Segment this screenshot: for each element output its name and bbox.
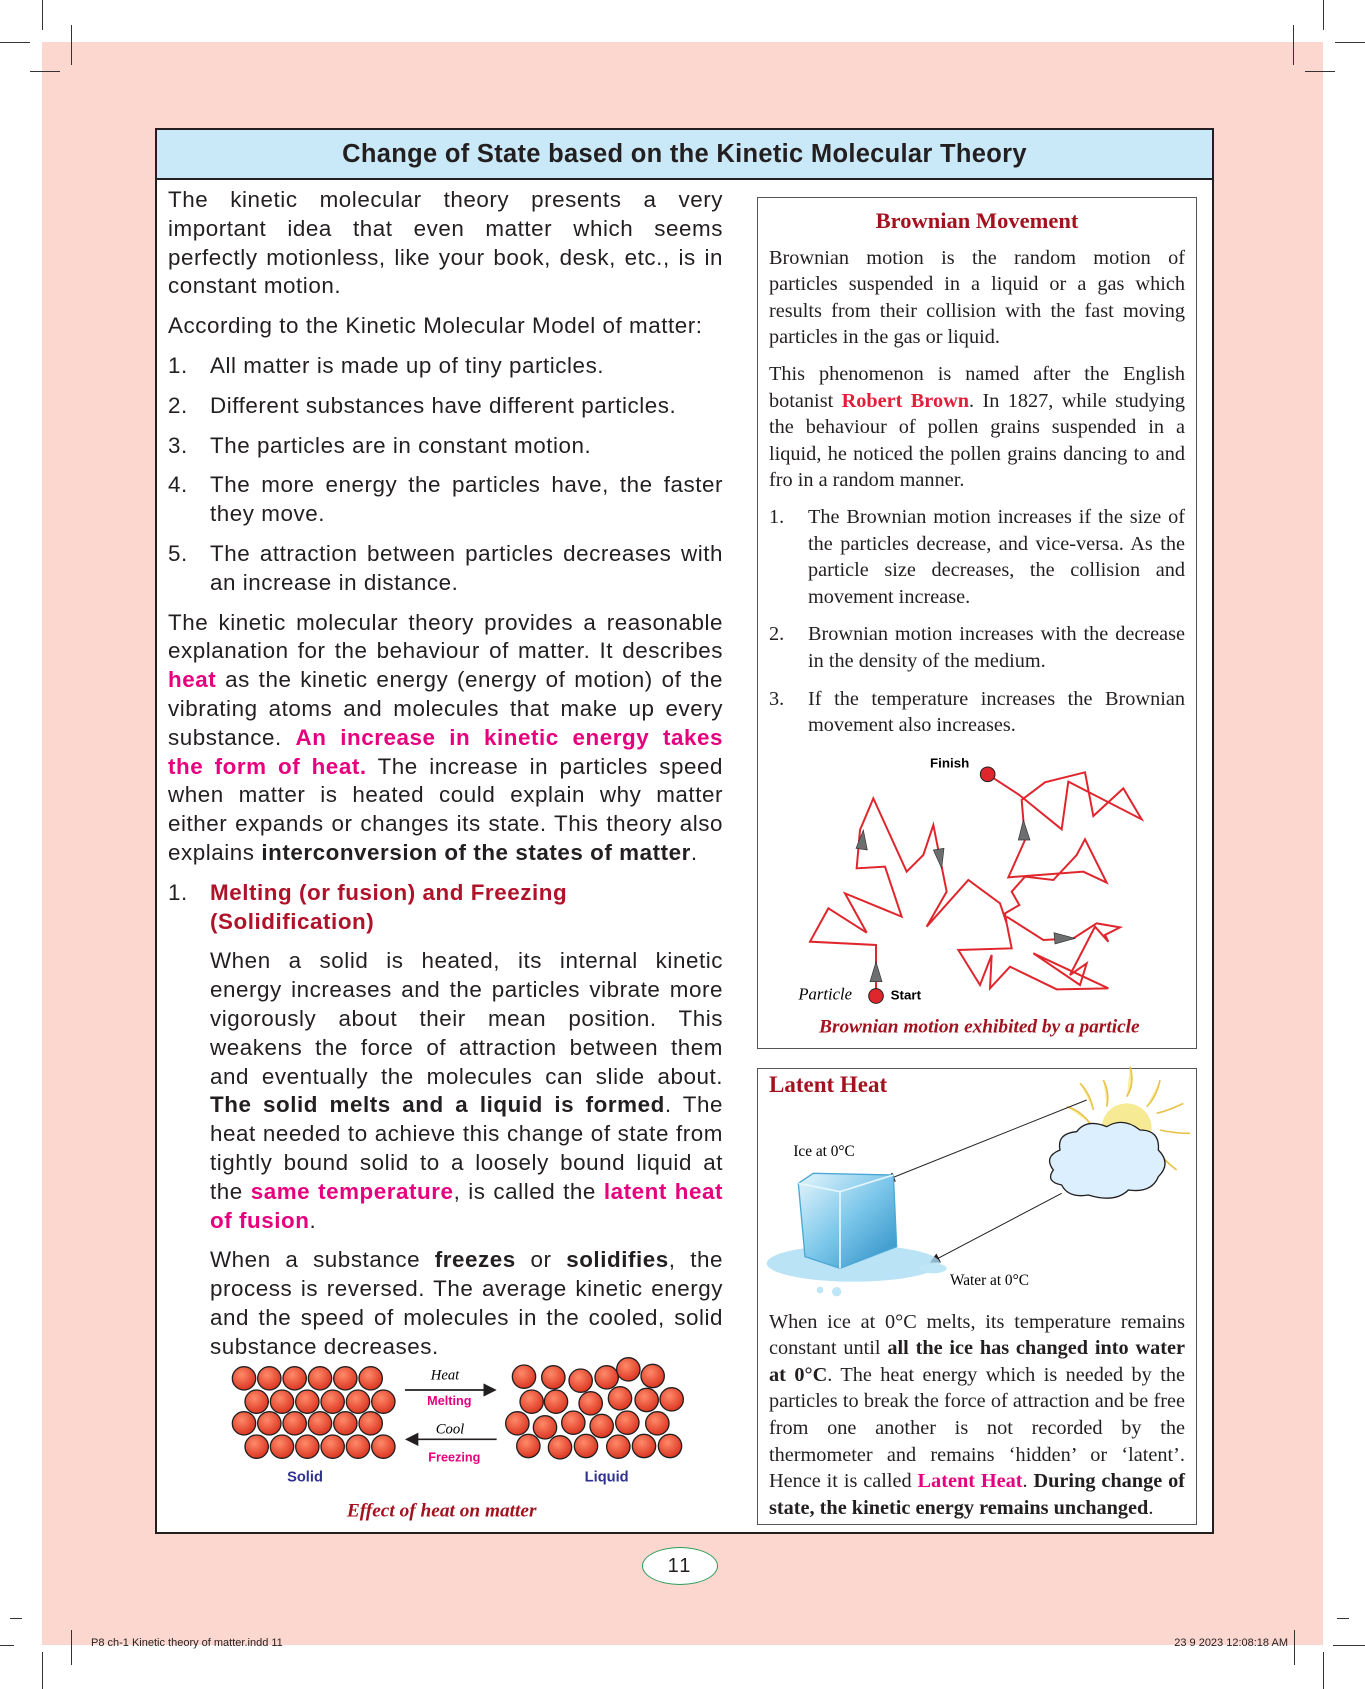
text: . In 1827, while studying the behaviour of pollen grains suspended in a liquid, he noticed the pollen grains dancing to and fro in a random manner. <box>769 389 1185 492</box>
particle <box>520 1390 543 1413</box>
cool-label: Cool <box>435 1421 465 1438</box>
list-text: All matter is made up of tiny particles. <box>210 352 605 378</box>
particle <box>533 1416 556 1439</box>
text: When ice at 0°C melts, its temperature remains constant until <box>769 1310 1185 1360</box>
crop-mark <box>0 1645 14 1646</box>
list-item <box>769 686 1185 739</box>
list-number: 2. <box>168 392 188 418</box>
heat-label: Heat <box>430 1367 460 1384</box>
particle <box>632 1434 655 1457</box>
crop-mark <box>1293 25 1294 65</box>
particle <box>334 1412 357 1435</box>
list-number: 3. <box>769 687 785 710</box>
list-item <box>168 471 723 529</box>
particle <box>296 1435 319 1458</box>
list-text: Different substances have different particles. <box>210 392 677 418</box>
particle <box>359 1367 382 1390</box>
particle <box>283 1367 306 1390</box>
list-item <box>769 621 1185 674</box>
particle <box>308 1367 331 1390</box>
particle <box>334 1367 357 1390</box>
brownian-definition: Brownian motion is the random motion of particles suspended in a liquid or a gas which results from their collision with the fast moving particles in the gas or liquid. <box>769 246 1185 349</box>
according-paragraph: According to the Kinetic Molecular Model of matter: <box>168 313 703 339</box>
ice-label: Ice at 0°C <box>793 1143 855 1160</box>
crop-mark <box>1323 1652 1324 1689</box>
particle <box>617 1358 640 1381</box>
particle <box>512 1365 535 1388</box>
page-number: 11 <box>642 1547 718 1585</box>
particle <box>270 1390 293 1413</box>
particle-label: Particle <box>798 984 852 1004</box>
text: The increase in particles speed when matter is heated could explain why matter either expands or changes its state. This theory also explains <box>168 753 723 865</box>
bold-text: solidifies <box>566 1247 669 1273</box>
particle <box>372 1435 395 1458</box>
highlight-text: latent heat of fusion <box>210 1178 724 1233</box>
latent-heat-paragraph <box>769 1309 1185 1522</box>
crop-mark <box>1333 1645 1365 1646</box>
particle-path <box>810 772 1142 996</box>
finish-particle <box>980 767 995 782</box>
particle <box>346 1390 369 1413</box>
list-text: The more energy the particles have, the faster they move. <box>210 472 723 527</box>
crop-mark <box>10 1618 22 1619</box>
particle <box>232 1412 255 1435</box>
brownian-title: Brownian Movement <box>875 208 1079 233</box>
particle <box>607 1435 630 1458</box>
bold-text: During change of state, the kinetic energy remains unchanged <box>769 1470 1185 1519</box>
particle-path <box>958 917 1120 990</box>
particle <box>296 1390 319 1413</box>
direction-arrow-icon <box>1054 933 1075 944</box>
particle <box>574 1434 597 1457</box>
effect-of-heat-diagram <box>220 1340 720 1530</box>
text: . <box>1148 1496 1154 1519</box>
crop-mark <box>1294 1630 1295 1665</box>
particle <box>641 1364 664 1387</box>
text: The kinetic molecular theory provides a reasonable explanation for the behaviour of matter. It describes <box>168 609 723 664</box>
list-text: The particles are in constant motion. <box>210 432 592 458</box>
particle <box>506 1412 529 1435</box>
brownian-history <box>769 361 1185 494</box>
list-number: 1. <box>168 352 188 378</box>
bold-text: interconversion of the states of matter <box>261 839 691 865</box>
list-item <box>168 352 723 381</box>
particle <box>321 1390 344 1413</box>
crop-mark <box>42 0 43 30</box>
text: . <box>690 839 698 865</box>
section-number: 1. <box>168 879 188 905</box>
footer-timestamp: 23 9 2023 12:08:18 AM <box>1174 1637 1288 1649</box>
latent-heat-term: Latent Heat <box>917 1470 1023 1493</box>
list-item <box>168 392 723 421</box>
liquid-particles <box>506 1358 684 1459</box>
text: . The heat energy which is needed by the particles to break the force of attraction and be free from one another is not recorded by the thermometer and remains ‘hidden’ or ‘latent’. Hence it is called <box>769 1363 1185 1493</box>
particle <box>544 1390 567 1413</box>
latent-heat-title: Latent Heat <box>769 1072 888 1097</box>
intro-paragraph: The kinetic molecular theory presents a very important idea that even matter which seems perfectly motionless, like your book, desk, etc., is in constant motion. <box>168 187 723 299</box>
diagram-caption: Effect of heat on matter <box>346 1500 537 1522</box>
water-label: Water at 0°C <box>950 1272 1029 1289</box>
crop-mark <box>30 71 60 72</box>
section-heading <box>168 879 723 937</box>
particle <box>232 1367 255 1390</box>
text: . <box>1022 1470 1034 1493</box>
list-text: The Brownian motion increases if the size of the particles decrease, and vice-versa. As the particle size decreases, the collision and movement increase. <box>808 505 1185 608</box>
list-text: The attraction between particles decreases with an increase in distance. <box>210 540 723 595</box>
left-column <box>168 186 723 1372</box>
list-item <box>769 504 1185 610</box>
particle <box>258 1367 281 1390</box>
text: , the process is reversed. The average kinetic energy and the speed of molecules in the cooled, solid substance decreases. <box>210 1247 723 1359</box>
list-text: Brownian motion increases with the decrease in the density of the medium. <box>808 623 1185 672</box>
text: . The heat needed to achieve this change of state from tightly bound solid to a loosely bound liquid at the <box>210 1092 723 1204</box>
particle <box>595 1366 618 1389</box>
particle <box>359 1412 382 1435</box>
particle <box>608 1387 631 1410</box>
particle <box>283 1412 306 1435</box>
text: or <box>515 1247 567 1273</box>
particle <box>635 1388 658 1411</box>
particle <box>321 1435 344 1458</box>
list-item <box>168 540 723 598</box>
list-text: If the temperature increases the Brownian movement also increases. <box>808 687 1185 737</box>
liquid-label: Liquid <box>584 1469 629 1486</box>
finish-label: Finish <box>930 755 970 771</box>
crop-mark <box>1337 1618 1349 1619</box>
crop-mark <box>71 25 72 65</box>
list-item <box>168 432 723 461</box>
highlight-statement: An increase in kinetic energy takes the form of heat. <box>168 724 724 779</box>
particle <box>245 1390 268 1413</box>
particle <box>258 1412 281 1435</box>
particle <box>548 1436 571 1459</box>
footer-filename: P8 ch-1 Kinetic theory of matter.indd 11 <box>91 1637 283 1649</box>
direction-arrow-icon <box>870 962 882 982</box>
crop-mark <box>71 1630 72 1665</box>
freezing-label: Freezing <box>428 1450 481 1465</box>
crop-mark <box>42 1652 43 1689</box>
bold-text: The solid melts and a liquid is formed <box>210 1092 665 1118</box>
list-number: 1. <box>769 505 785 528</box>
bold-text: freezes <box>434 1247 516 1273</box>
particle <box>646 1412 669 1435</box>
robert-brown-name: Robert Brown <box>841 389 970 412</box>
particle <box>562 1411 585 1434</box>
figure-caption: Brownian motion exhibited by a particle <box>819 1016 1140 1038</box>
particle <box>569 1369 592 1392</box>
bold-text: all the ice has changed into water at 0°C <box>769 1337 1185 1386</box>
direction-arrow-icon <box>856 830 867 850</box>
particle <box>590 1414 613 1437</box>
solid-particles <box>232 1367 395 1459</box>
text: as the kinetic energy (energy of motion) of the vibrating atoms and molecules that make up every substance. <box>168 667 723 750</box>
particle <box>542 1366 565 1389</box>
page-title: Change of State based on the Kinetic Molecular Theory <box>157 130 1212 180</box>
text: This phenomenon is named after the English botanist <box>769 362 1185 412</box>
crop-mark <box>1305 71 1335 72</box>
particle <box>658 1434 681 1457</box>
text: . <box>309 1207 317 1233</box>
solid-label: Solid <box>287 1469 323 1486</box>
heat-arrow <box>932 1193 1062 1261</box>
particle <box>346 1435 369 1458</box>
list-number: 4. <box>168 472 188 498</box>
text: , is called the <box>453 1178 604 1204</box>
content-box <box>155 128 1214 1534</box>
crop-mark <box>1335 42 1365 43</box>
crop-mark <box>0 42 30 43</box>
direction-arrow-icon <box>1018 820 1030 840</box>
list-number: 5. <box>168 540 188 566</box>
highlight-heat: heat <box>168 667 217 693</box>
particle <box>372 1390 395 1413</box>
start-particle <box>869 989 884 1004</box>
particle <box>245 1435 268 1458</box>
particle <box>579 1392 602 1415</box>
particle <box>270 1435 293 1458</box>
melting-paragraph <box>168 947 723 1235</box>
particle <box>517 1434 540 1457</box>
brownian-motion-figure <box>750 740 1200 1040</box>
list-number: 2. <box>769 623 785 646</box>
particle <box>616 1411 639 1434</box>
list-number: 3. <box>168 432 188 458</box>
particle <box>660 1388 683 1411</box>
ice-cube-icon <box>767 1173 947 1296</box>
explanation-paragraph <box>168 609 723 868</box>
crop-mark <box>1323 0 1324 30</box>
text: When a substance <box>210 1247 435 1273</box>
cloud-icon <box>1050 1122 1165 1198</box>
start-label: Start <box>890 987 922 1003</box>
particle <box>308 1412 331 1435</box>
section-title: Melting (or fusion) and Freezing (Solidification) <box>210 879 568 934</box>
text: When a solid is heated, its internal kinetic energy increases and the particles vibrate more vigorously about their mean position. This weakens the force of attraction between them and eventually the molecules can slide about. <box>210 948 723 1089</box>
latent-heat-illustration <box>760 1060 1200 1300</box>
melting-label: Melting <box>427 1394 472 1408</box>
highlight-text: same temperature <box>250 1178 454 1204</box>
